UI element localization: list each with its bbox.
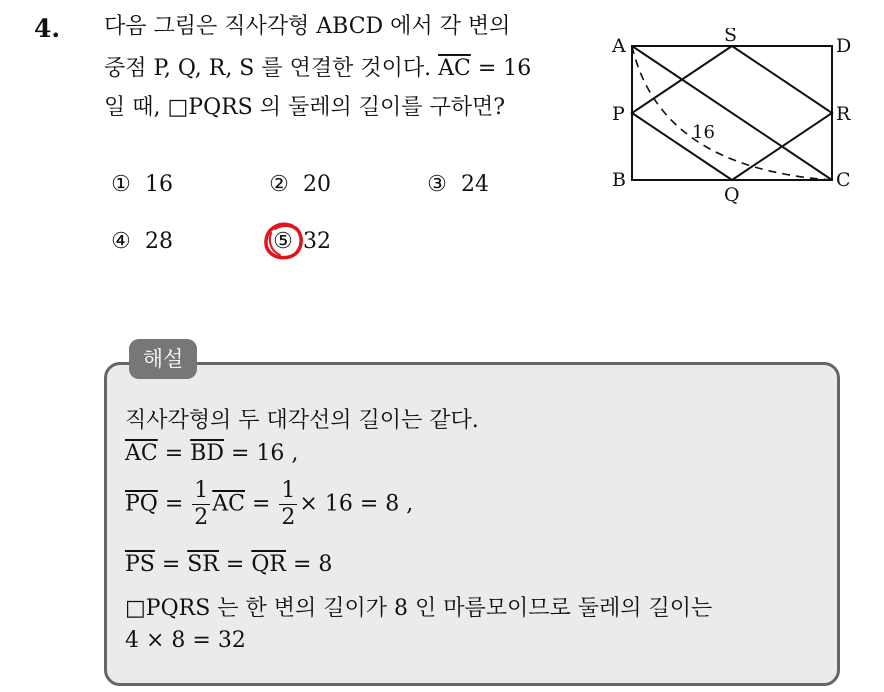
- solution-line-4: $\overline{PS} = \overline{SR} = \overline{QR} = 8$: [125, 552, 333, 577]
- label-16: 16: [692, 122, 715, 143]
- solution-line-4-post: = 8: [285, 552, 333, 577]
- choice-2-value: 20: [303, 172, 331, 197]
- segment-sr: $\overline{SR}$: [187, 552, 219, 577]
- question-line-3: 일 때, □PQRS 의 둘레의 길이를 구하면?: [104, 95, 506, 120]
- label-p: P: [612, 103, 625, 125]
- question-line-2-pre: 중점 P, Q, R, S 를 연결한 것이다.: [104, 56, 439, 81]
- label-q: Q: [724, 184, 740, 206]
- question-line-2-post: = 16: [470, 56, 532, 81]
- choice-3[interactable]: [426, 172, 489, 197]
- label-r: R: [836, 103, 851, 125]
- choice-4-mark: ④: [111, 229, 131, 254]
- choice-3-mark: ③: [427, 172, 447, 197]
- choice-4-value: 28: [145, 229, 173, 254]
- label-b: B: [612, 169, 626, 191]
- choice-2-mark: ②: [269, 172, 289, 197]
- choice-1-mark: ①: [111, 172, 131, 197]
- fraction-half-2: $\frac{1}{2}$: [281, 478, 296, 530]
- solution-tab: 해설: [129, 339, 197, 379]
- solution-line-5: □PQRS 는 한 변의 길이가 8 인 마름모이므로 둘레의 길이는: [125, 596, 713, 621]
- segment-ac: $\overline{AC}$: [212, 491, 245, 517]
- choice-2[interactable]: [268, 172, 331, 197]
- solution-line-3: $\overline{PQ}$ = $\frac{1}{2}$ $\overline{AC}$ = $\frac{1}{2}$ × 16 = 8 ,: [125, 478, 414, 530]
- question-line-1: 다음 그림은 직사각형 ABCD 에서 각 변의: [104, 14, 511, 39]
- label-s: S: [724, 28, 738, 46]
- question-line-2: [104, 58, 531, 80]
- question-number: 4.: [34, 14, 61, 43]
- segment-ac: $\overline{AC}$: [125, 441, 158, 466]
- solution-line-2-post: = 16 ,: [223, 441, 299, 466]
- choice-1-value: 16: [145, 172, 173, 197]
- choice-4[interactable]: [110, 229, 173, 254]
- answer-circle-mark: [262, 220, 306, 262]
- fraction-half-1: $\frac{1}{2}$: [194, 478, 209, 530]
- segment-ac: $\overline{AC}$: [438, 56, 471, 81]
- label-a: A: [612, 35, 626, 57]
- rectangle-figure: [600, 28, 860, 208]
- segment-bd: $\overline{BD}$: [190, 441, 224, 466]
- segment-ps: $\overline{PS}$: [125, 552, 155, 577]
- label-c: C: [836, 169, 851, 191]
- choice-3-value: 24: [461, 172, 489, 197]
- choice-1[interactable]: [110, 172, 173, 197]
- solution-line-1: 직사각형의 두 대각선의 길이는 같다.: [125, 408, 479, 433]
- choice-5-mark: ⑤: [273, 229, 293, 254]
- choice-5-value: 32: [303, 229, 331, 254]
- solution-line-2: $\overline{AC} = \overline{BD} = 16$ ,: [125, 441, 299, 466]
- solution-line-3-post: × 16 = 8 ,: [299, 491, 414, 517]
- segment-qr: $\overline{QR}$: [251, 552, 286, 577]
- solution-line-6: 4 × 8 = 32: [125, 628, 246, 653]
- segment-pq: $\overline{PQ}$: [125, 491, 158, 517]
- label-d: D: [836, 35, 852, 57]
